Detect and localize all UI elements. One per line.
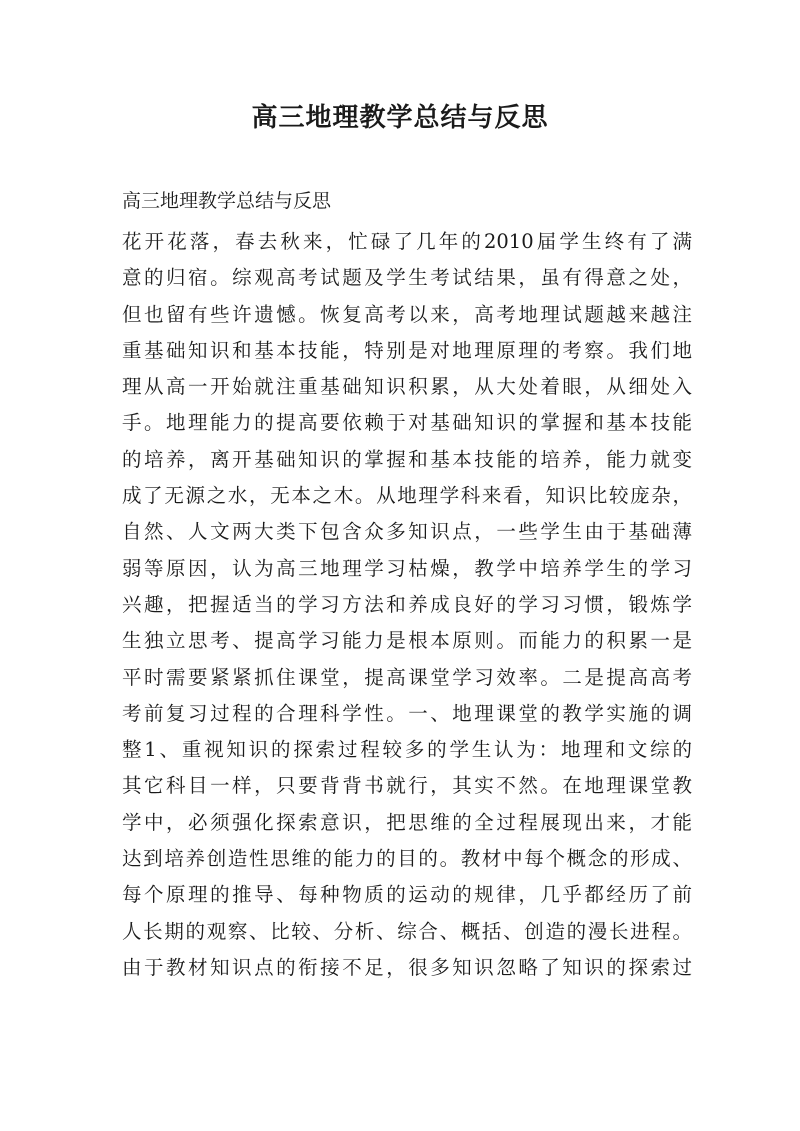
document-body [122,224,692,986]
document-title: 高三地理教学总结与反思 [251,103,549,133]
body-text-line: 自然、人文两大类下包含众多知识点，一些学生由于基础薄 [122,520,692,544]
body-text-line: 弱等原因，认为高三地理学习枯燥，教学中培养学生的学习 [122,556,692,580]
body-text-line: 的培养，离开基础知识的掌握和基本技能的培养，能力就变 [122,447,692,471]
body-text-line: 兴趣，把握适当的学习方法和养成良好的学习习惯，锻炼学 [122,592,692,616]
body-text-line: 生独立思考、提高学习能力是根本原则。而能力的积累一是 [122,629,692,653]
body-text-line: 其它科目一样，只要背背书就行，其实不然。在地理课堂教 [122,774,692,798]
body-text-line: 意的归宿。综观高考试题及学生考试结果，虽有得意之处， [122,266,692,290]
body-text-line: 平时需要紧紧抓住课堂，提高课堂学习效率。二是提高高考 [122,665,692,689]
body-text-line: 考前复习过程的合理科学性。一、地理课堂的教学实施的调 [122,701,692,725]
body-text-line: 整1、重视知识的探索过程较多的学生认为：地理和文综的 [122,738,692,762]
body-text-line: 手。地理能力的提高要依赖于对基础知识的掌握和基本技能 [122,411,692,435]
body-text-line: 成了无源之水，无本之木。从地理学科来看，知识比较庞杂， [122,484,692,508]
body-text-line: 人长期的观察、比较、分析、综合、概括、创造的漫长进程。 [122,919,692,943]
document-subtitle: 高三地理教学总结与反思 [122,190,332,212]
body-text-line: 学中，必须强化探索意识，把思维的全过程展现出来，才能 [122,810,692,834]
body-text-line: 重基础知识和基本技能，特别是对地理原理的考察。我们地 [122,338,692,362]
body-text-line: 达到培养创造性思维的能力的目的。教材中每个概念的形成、 [122,847,692,871]
body-text-line: 花开花落，春去秋来，忙碌了几年的2010届学生终有了满 [122,230,692,253]
body-text-line: 理从高一开始就注重基础知识积累，从大处着眼，从细处入 [122,375,692,399]
body-text-line: 由于教材知识点的衔接不足，很多知识忽略了知识的探索过 [122,955,692,979]
body-text-line: 但也留有些许遗憾。恢复高考以来，高考地理试题越来越注 [122,302,692,326]
body-text-line: 每个原理的推导、每种物质的运动的规律，几乎都经历了前 [122,883,692,907]
